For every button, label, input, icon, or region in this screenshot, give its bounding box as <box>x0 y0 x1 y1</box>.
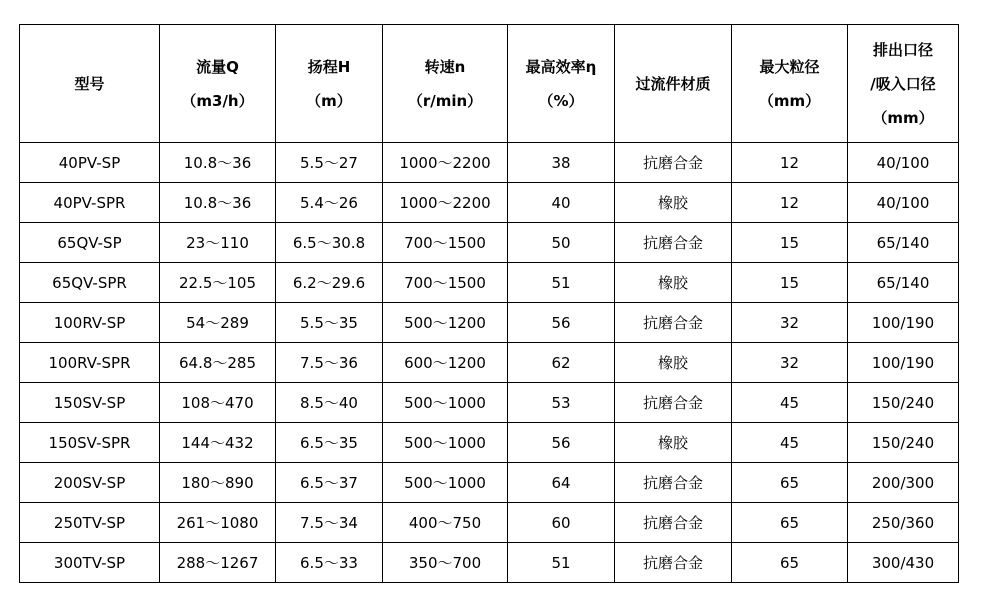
header-unit: （r/min） <box>407 91 483 110</box>
header-label: 过流件材质 <box>635 74 711 93</box>
table-row <box>20 383 959 423</box>
header-label: /吸入口径 <box>870 74 936 93</box>
header-head <box>276 25 383 143</box>
cell-flow: 54～289 <box>160 303 276 343</box>
cell-model: 150SV-SP <box>20 383 160 423</box>
cell-material: 抗磨合金 <box>615 463 732 503</box>
cell-efficiency: 38 <box>508 143 615 183</box>
cell-head: 5.5～27 <box>276 143 383 183</box>
header-speed <box>383 25 508 143</box>
cell-speed: 350～700 <box>383 543 508 583</box>
cell-model: 150SV-SPR <box>20 423 160 463</box>
table-row <box>20 503 959 543</box>
header-label: 转速n <box>424 57 466 76</box>
cell-head: 8.5～40 <box>276 383 383 423</box>
cell-speed: 500～1000 <box>383 383 508 423</box>
cell-material: 抗磨合金 <box>615 303 732 343</box>
cell-material: 橡胶 <box>615 183 732 223</box>
cell-diameter: 150/240 <box>848 383 959 423</box>
header-particle-size <box>732 25 848 143</box>
cell-particle-size: 65 <box>732 543 848 583</box>
cell-efficiency: 56 <box>508 303 615 343</box>
cell-diameter: 65/140 <box>848 263 959 303</box>
header-diameter <box>848 25 959 143</box>
cell-particle-size: 65 <box>732 503 848 543</box>
cell-material: 抗磨合金 <box>615 543 732 583</box>
cell-efficiency: 60 <box>508 503 615 543</box>
cell-head: 5.5～35 <box>276 303 383 343</box>
header-label: 流量Q <box>196 57 239 76</box>
cell-efficiency: 56 <box>508 423 615 463</box>
header-unit: （m） <box>306 91 352 110</box>
cell-diameter: 300/430 <box>848 543 959 583</box>
cell-head: 7.5～34 <box>276 503 383 543</box>
table-row <box>20 343 959 383</box>
cell-head: 6.2～29.6 <box>276 263 383 303</box>
cell-particle-size: 15 <box>732 263 848 303</box>
cell-speed: 500～1000 <box>383 463 508 503</box>
table-body <box>20 143 959 583</box>
cell-model: 200SV-SP <box>20 463 160 503</box>
cell-model: 100RV-SP <box>20 303 160 343</box>
table-row <box>20 183 959 223</box>
cell-material: 橡胶 <box>615 343 732 383</box>
cell-flow: 288～1267 <box>160 543 276 583</box>
cell-particle-size: 45 <box>732 423 848 463</box>
cell-speed: 1000～2200 <box>383 183 508 223</box>
cell-head: 6.5～37 <box>276 463 383 503</box>
cell-speed: 1000～2200 <box>383 143 508 183</box>
cell-flow: 23～110 <box>160 223 276 263</box>
cell-particle-size: 45 <box>732 383 848 423</box>
cell-flow: 180～890 <box>160 463 276 503</box>
table-row <box>20 463 959 503</box>
cell-efficiency: 50 <box>508 223 615 263</box>
header-row <box>20 25 959 143</box>
cell-flow: 10.8～36 <box>160 183 276 223</box>
header-unit: （mm） <box>872 108 934 127</box>
cell-flow: 144～432 <box>160 423 276 463</box>
cell-head: 6.5～30.8 <box>276 223 383 263</box>
cell-diameter: 200/300 <box>848 463 959 503</box>
table-row <box>20 423 959 463</box>
cell-diameter: 250/360 <box>848 503 959 543</box>
cell-speed: 700～1500 <box>383 223 508 263</box>
cell-flow: 108～470 <box>160 383 276 423</box>
cell-flow: 261～1080 <box>160 503 276 543</box>
header-label: 扬程H <box>307 57 351 76</box>
header-label: 型号 <box>74 74 105 93</box>
cell-particle-size: 15 <box>732 223 848 263</box>
cell-head: 7.5～36 <box>276 343 383 383</box>
header-unit: （mm） <box>758 91 821 110</box>
cell-material: 橡胶 <box>615 423 732 463</box>
cell-material: 橡胶 <box>615 263 732 303</box>
cell-diameter: 40/100 <box>848 183 959 223</box>
table-row <box>20 543 959 583</box>
pump-spec-table <box>19 24 959 583</box>
cell-material: 抗磨合金 <box>615 143 732 183</box>
cell-model: 300TV-SP <box>20 543 160 583</box>
cell-particle-size: 32 <box>732 303 848 343</box>
header-label: 排出口径 <box>872 40 933 59</box>
table-row <box>20 303 959 343</box>
cell-model: 40PV-SPR <box>20 183 160 223</box>
cell-efficiency: 64 <box>508 463 615 503</box>
cell-material: 抗磨合金 <box>615 503 732 543</box>
cell-speed: 500～1200 <box>383 303 508 343</box>
cell-particle-size: 65 <box>732 463 848 503</box>
cell-model: 65QV-SPR <box>20 263 160 303</box>
cell-speed: 700～1500 <box>383 263 508 303</box>
header-model <box>20 25 160 143</box>
cell-efficiency: 62 <box>508 343 615 383</box>
cell-head: 6.5～35 <box>276 423 383 463</box>
header-flow <box>160 25 276 143</box>
cell-diameter: 150/240 <box>848 423 959 463</box>
header-unit: （%） <box>538 91 584 110</box>
cell-particle-size: 12 <box>732 183 848 223</box>
cell-model: 250TV-SP <box>20 503 160 543</box>
table-row <box>20 223 959 263</box>
header-label: 最高效率η <box>525 57 597 76</box>
cell-particle-size: 32 <box>732 343 848 383</box>
cell-flow: 64.8～285 <box>160 343 276 383</box>
table-row <box>20 263 959 303</box>
cell-efficiency: 51 <box>508 263 615 303</box>
cell-flow: 10.8～36 <box>160 143 276 183</box>
cell-material: 抗磨合金 <box>615 383 732 423</box>
table-row <box>20 143 959 183</box>
cell-diameter: 100/190 <box>848 343 959 383</box>
cell-efficiency: 53 <box>508 383 615 423</box>
cell-model: 40PV-SP <box>20 143 160 183</box>
header-unit: （m3/h） <box>181 91 254 110</box>
cell-speed: 600～1200 <box>383 343 508 383</box>
cell-material: 抗磨合金 <box>615 223 732 263</box>
cell-efficiency: 51 <box>508 543 615 583</box>
cell-diameter: 100/190 <box>848 303 959 343</box>
cell-diameter: 65/140 <box>848 223 959 263</box>
header-efficiency <box>508 25 615 143</box>
cell-speed: 500～1000 <box>383 423 508 463</box>
cell-model: 65QV-SP <box>20 223 160 263</box>
cell-head: 6.5～33 <box>276 543 383 583</box>
cell-particle-size: 12 <box>732 143 848 183</box>
cell-flow: 22.5～105 <box>160 263 276 303</box>
cell-diameter: 40/100 <box>848 143 959 183</box>
header-label: 最大粒径 <box>759 57 820 76</box>
cell-efficiency: 40 <box>508 183 615 223</box>
cell-head: 5.4～26 <box>276 183 383 223</box>
cell-speed: 400～750 <box>383 503 508 543</box>
header-material <box>615 25 732 143</box>
cell-model: 100RV-SPR <box>20 343 160 383</box>
